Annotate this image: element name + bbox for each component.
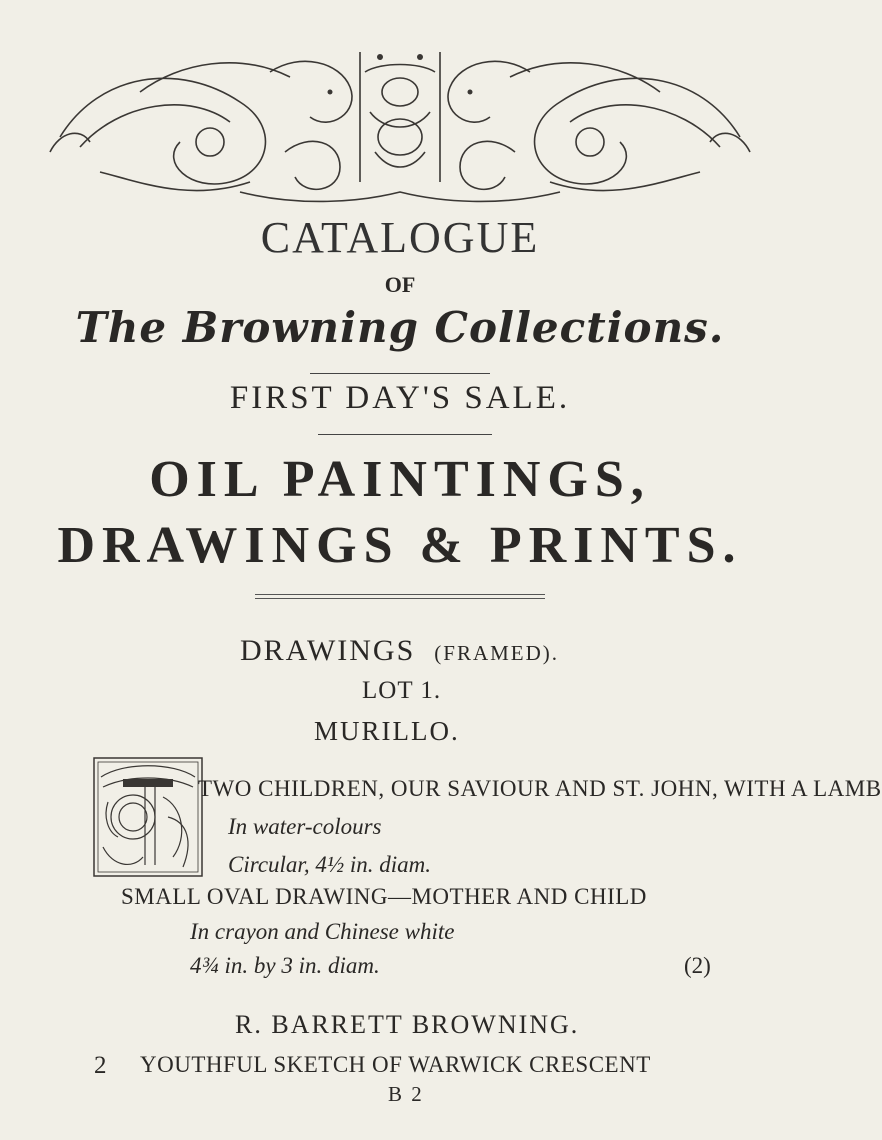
item-2-size: 4¾ in. by 3 in. diam. (190, 953, 380, 978)
section-heading-main: DRAWINGS (240, 634, 416, 667)
item-1-title: TWO CHILDREN, OUR SAVIOUR AND ST. JOHN, WITH A LAMB (198, 776, 882, 801)
title-of: OF (384, 272, 416, 297)
divider-rule (318, 434, 492, 435)
category-line-2: DRAWINGS & PRINTS. (57, 517, 743, 574)
lot-label: LOT 1. (362, 677, 442, 704)
item-2-title: SMALL OVAL DRAWING—MOTHER AND CHILD (121, 884, 647, 909)
lot-number: 2 (94, 1052, 107, 1079)
decorated-initial-t-icon (93, 757, 203, 877)
next-artist-name: R. BARRETT BROWNING. (235, 1010, 580, 1039)
double-rule-top (255, 594, 545, 595)
scrollwork-headpiece-icon (40, 32, 760, 212)
item-2-medium: In crayon and Chinese white (190, 919, 455, 944)
lot-2-title: YOUTHFUL SKETCH OF WARWICK CRESCENT (140, 1052, 651, 1077)
section-heading-sub: (FRAMED). (434, 641, 560, 665)
item-1-medium: In water-colours (228, 814, 382, 839)
double-rule-bottom (255, 598, 545, 599)
sale-heading: FIRST DAY'S SALE. (229, 380, 571, 416)
catalogue-title: CATALOGUE (260, 213, 540, 262)
signature-mark: B 2 (388, 1082, 424, 1106)
divider-rule (310, 373, 490, 374)
section-heading (240, 634, 559, 668)
collection-name: The Browning Collections. (75, 303, 725, 352)
item-count: (2) (684, 953, 711, 978)
artist-name: MURILLO. (314, 716, 460, 746)
category-line-1: OIL PAINTINGS, (149, 451, 651, 508)
item-1-size: Circular, 4½ in. diam. (228, 852, 431, 877)
